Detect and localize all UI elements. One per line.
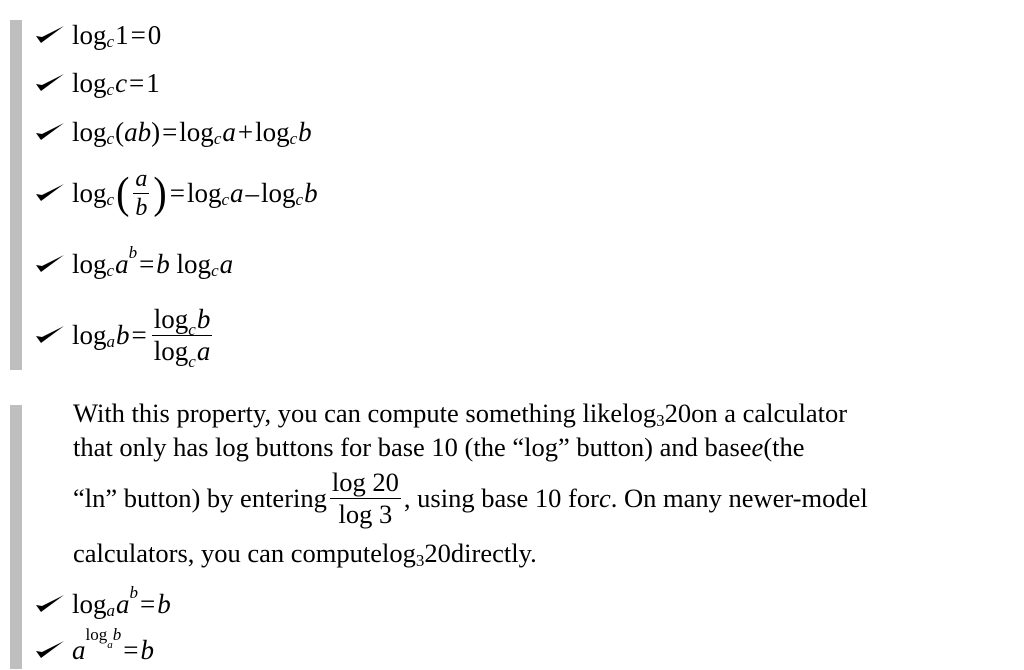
checkmark-icon	[34, 638, 70, 662]
paragraph-line-2: that only has log buttons for base 10 (the “log” button) and base e (the	[73, 432, 805, 462]
fraction-change-of-base: $\frac{\log_cb}{\log_ca}$	[153, 303, 211, 371]
product-rule: log $_c$ ( ab ) = log $_c$ a + log $_c$ b	[34, 112, 312, 152]
fraction-log20-over-log3: $\frac{\log 20}{\log 3}$	[331, 467, 399, 529]
identity-log-of-base: log $_c$ c = 1	[34, 63, 160, 103]
inverse-rule-power-of-log: a $^{log_ab}$ = b	[34, 630, 154, 670]
fraction-a-over-b: $\frac{a}{b}$	[135, 165, 148, 221]
checkmark-icon	[34, 592, 70, 616]
checkmark-icon	[34, 120, 70, 144]
power-rule: log $_c$ a $^b$ = b log $_c$ a	[34, 244, 233, 284]
sidebar-rule-top	[10, 20, 22, 370]
checkmark-icon	[34, 252, 70, 276]
checkmark-icon	[34, 23, 70, 47]
checkmark-icon	[34, 181, 70, 205]
paragraph-line-1: With this property, you can compute something like log $_3$ 20 on a calculator	[73, 398, 848, 430]
paragraph-line-3: “ln” button) by entering $\frac{\log 20}{\log 3}$ , using base 10 for c . On many newer-model	[73, 467, 868, 529]
paragraph-line-4: calculators, you can compute log $_3$ 20 directly.	[73, 538, 537, 570]
identity-log-of-one: log $_c$ 1 = 0	[34, 15, 161, 55]
sidebar-rule-bottom	[10, 405, 22, 669]
checkmark-icon	[34, 71, 70, 95]
checkmark-icon	[34, 323, 70, 347]
change-of-base-rule: log $_a$ b = $\frac{\log_cb}{\log_ca}$	[34, 300, 215, 370]
inverse-rule-log-of-power: log $_a$ a $^b$ = b	[34, 584, 171, 624]
quotient-rule: log $_c$ ( $\frac{a}{b}$ ) = log $_c$ a – log $_c$ b	[34, 165, 318, 221]
